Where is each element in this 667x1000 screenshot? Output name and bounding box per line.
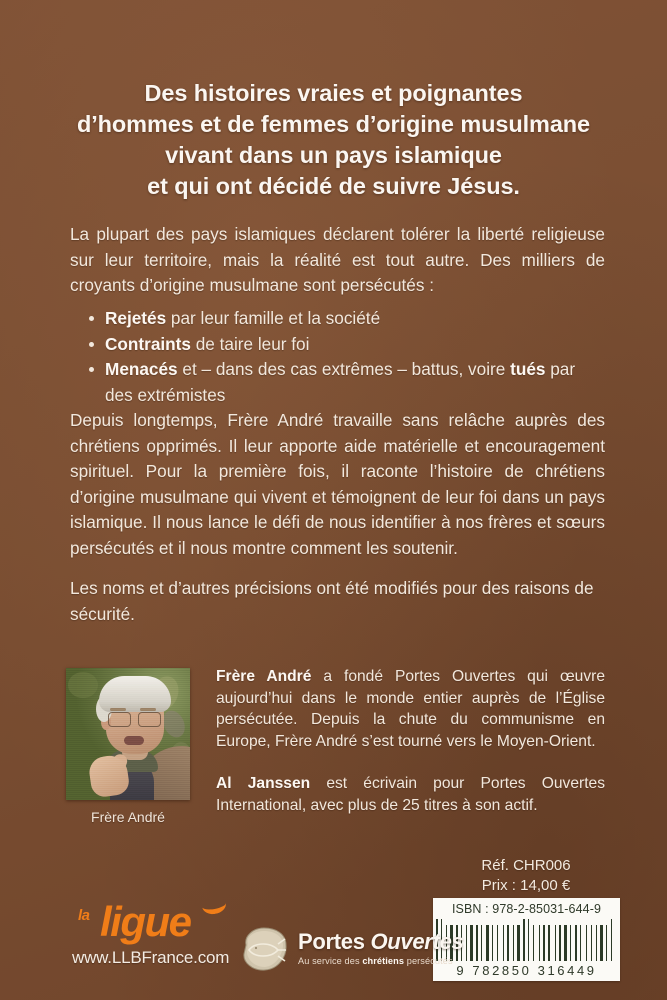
list-item-text: de taire leur foi	[190, 333, 310, 354]
po-name-part1: Portes	[298, 929, 371, 955]
portes-ouvertes-logo[interactable]	[238, 925, 463, 973]
isbn-label: ISBN : 978-2-85031-644-9	[451, 902, 602, 916]
author-bios	[216, 666, 605, 816]
list-item-text-secondary: par des extrémistes	[105, 359, 576, 405]
persecution-list	[88, 306, 605, 408]
bio-name: Frère André	[216, 668, 312, 685]
po-name-part2: Ouvertes	[370, 929, 464, 955]
author-photo-block	[66, 668, 190, 825]
intro-paragraph: La plupart des pays islamiques déclarent tolérer la liberté religieuse sur leur territoire, mais la réalité est tout autre. Des milliers de croyants d’origine musulmane sont persécutés :	[70, 224, 605, 295]
work-paragraph: Depuis longtemps, Frère André travaille sans relâche auprès des chrétiens opprimés. Il leur apporte aide matérielle et encouragement spirituel. Pour la première fois, il raconte l’histoire de chrétiens d’origine musulmane qui vivent et témoignent de leur foi dans un pays islamique. Il nous lance le défi de nous identifier à nos frères et sœurs persécutés et il nous montre comment les soutenir.	[70, 410, 605, 558]
swoosh-icon	[201, 894, 228, 916]
portes-ouvertes-tagline	[298, 957, 463, 966]
ligue-wordmark	[72, 900, 232, 944]
bio-frere-andre	[216, 666, 605, 752]
la-ligue-logo[interactable]	[72, 900, 232, 968]
list-item-keyword: Menacés	[105, 359, 178, 379]
headline-line-2: d’hommes et de femmes d’origine musulmane	[76, 111, 591, 137]
list-item-text: et – dans des cas extrêmes – battus, voire	[177, 359, 511, 379]
price-label: Prix : 14,00 €	[481, 877, 571, 894]
portes-ouvertes-text	[298, 931, 463, 966]
bio-text: a fondé Portes Ouvertes qui œuvre aujourd’hui dans le monde entier auprès de l’Église persécutée. Depuis la chute du communisme en Europe, Frère André s’est tourné vers le Moyen-Orient.	[216, 668, 605, 750]
tagline-b: chrétiens	[362, 956, 405, 967]
ligue-word-text: ligue	[100, 898, 191, 945]
list-item-keyword: Contraints	[105, 333, 191, 354]
website-url[interactable]: www.LLBFrance.com	[72, 948, 230, 967]
photo-caption: Frère André	[91, 809, 165, 825]
security-note-paragraph: Les noms et d’autres précisions ont été modifiés pour des raisons de sécurité.	[70, 578, 594, 624]
barcode-digits: 9 782850 316449	[456, 963, 597, 978]
author-photo	[66, 668, 190, 800]
reference-block	[431, 856, 621, 896]
list-item	[88, 332, 605, 358]
page-title	[46, 78, 621, 202]
list-item-keyword-secondary: tués	[510, 359, 546, 379]
bio-name: Al Janssen	[216, 775, 311, 792]
list-item-keyword: Rejetés	[105, 308, 167, 328]
tagline-c: persécutés	[404, 956, 453, 967]
list-item	[88, 306, 605, 332]
bio-spacer	[216, 752, 605, 773]
ligue-la-text: la	[78, 907, 90, 924]
bio-text: est écrivain pour Portes Ouvertes International, avec plus de 25 titres à son actif.	[216, 775, 606, 814]
headline-line-1: Des histoires vraies et poignantes	[144, 80, 523, 106]
portes-ouvertes-name	[298, 931, 463, 953]
reference-code: Réf. CHR006	[481, 857, 571, 874]
bio-al-janssen	[216, 773, 605, 816]
stone-fish-icon	[238, 925, 290, 973]
list-item-text: par leur famille et la société	[166, 308, 381, 328]
headline-line-4: et qui ont décidé de suivre Jésus.	[147, 173, 520, 199]
headline-line-3: vivant dans un pays islamique	[165, 142, 502, 168]
list-item	[88, 357, 605, 408]
photo-grain-overlay	[66, 668, 190, 800]
tagline-a: Au service des	[298, 956, 363, 967]
